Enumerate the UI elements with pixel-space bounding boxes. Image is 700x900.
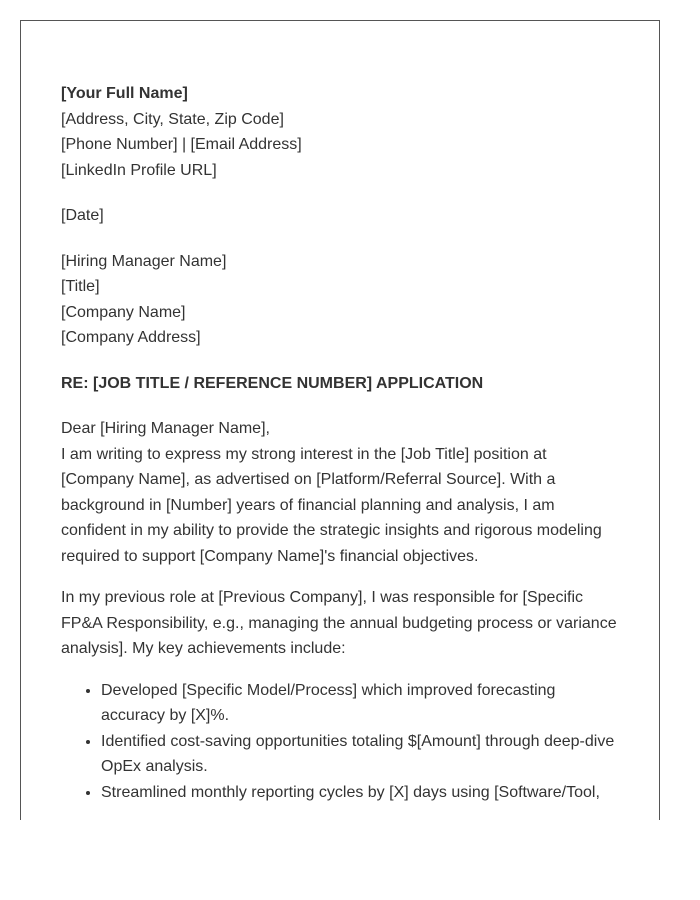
salutation: Dear [Hiring Manager Name], bbox=[61, 420, 270, 437]
spacer bbox=[61, 351, 621, 371]
paragraph-experience: In my previous role at [Previous Company], I was responsible for [Specific FP&A Responsibility, e.g., managing the annual budgeting process or variance analysis]. My key achievements include: bbox=[61, 589, 617, 657]
letter-date: [Date] bbox=[61, 207, 104, 224]
achievements-list bbox=[61, 678, 621, 806]
sender-block bbox=[61, 81, 621, 183]
recipient-name: [Hiring Manager Name] bbox=[61, 252, 227, 270]
subject-line: RE: [JOB TITLE / REFERENCE NUMBER] APPLICATION bbox=[61, 374, 484, 392]
recipient-block bbox=[61, 249, 621, 351]
recipient-company: [Company Name] bbox=[61, 303, 186, 321]
paragraph-intro: I am writing to express my strong interest in the [Job Title] position at [Company Name], as advertised on [Platform/Referral Source]. With a background in [Number] years of financial planning and analysis, I am confident in my ability to provide the strategic insights and rigorous modeling required to support [Company Name]'s financial objectives. bbox=[61, 445, 602, 565]
spacer bbox=[61, 183, 621, 203]
sender-name: [Your Full Name] bbox=[61, 85, 188, 102]
list-item: • Streamlined monthly reporting cycles by [X] days using [Software/Tool, bbox=[101, 780, 621, 806]
letter-page bbox=[20, 20, 660, 820]
list-item: • Identified cost-saving opportunities totaling $[Amount] through deep-dive OpEx analysis. bbox=[101, 729, 621, 780]
recipient-title: [Title] bbox=[61, 278, 100, 295]
sender-contact: [Phone Number] | [Email Address] bbox=[61, 136, 302, 153]
recipient-address: [Company Address] bbox=[61, 329, 201, 346]
sender-linkedin: [LinkedIn Profile URL] bbox=[61, 161, 217, 179]
letter-content bbox=[61, 81, 621, 805]
spacer bbox=[61, 396, 621, 416]
spacer bbox=[61, 569, 621, 585]
sender-address: [Address, City, State, Zip Code] bbox=[61, 110, 284, 128]
spacer bbox=[61, 662, 621, 678]
list-item: • Developed [Specific Model/Process] which improved forecasting accuracy by [X]%. bbox=[101, 678, 621, 729]
spacer bbox=[61, 229, 621, 249]
